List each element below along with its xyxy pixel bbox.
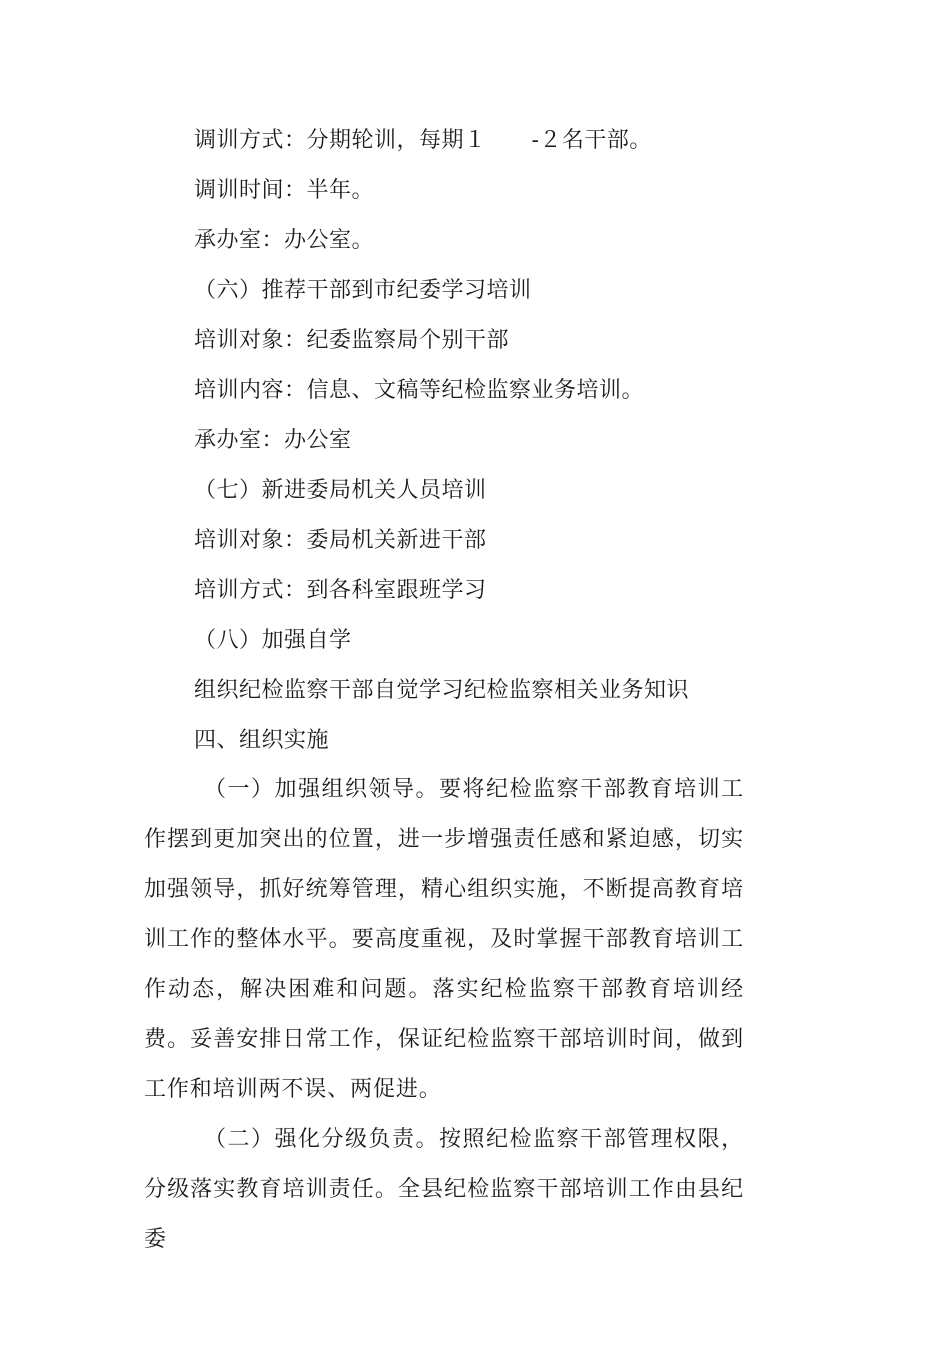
training-method-line-2: 培训方式：到各科室跟班学习: [194, 578, 487, 603]
paragraph-organizational-leadership: （一）加强组织领导。要将纪检监察干部教育培训工作摆到更加突出的位置，进一步增强责任感和紧迫感，切实加强领导，抓好统筹管理，精心组织实施，不断提高教育培训工作的整体水平。要高度重视，及时掌握干部教育培训工作动态，解决困难和问题。落实纪检监察干部教育培训经费。妥善安排日常工作，保证纪检监察干部培训时间，做到工作和培训两不误、两促进。: [144, 777, 744, 1102]
chapter-heading-4: 四、组织实施: [194, 728, 330, 753]
section-heading-6: （六）推荐干部到市纪委学习培训: [194, 278, 532, 303]
organizer-line-2: 承办室：办公室: [194, 428, 352, 453]
paragraph-graded-responsibility: （二）强化分级负责。按照纪检监察干部管理权限，分级落实教育培训责任。全县纪检监察干部培训工作由县纪委: [144, 1127, 744, 1252]
training-time-line: 调训时间：半年。: [194, 178, 375, 203]
organizer-line: 承办室：办公室。: [194, 228, 375, 253]
training-target-line-2: 培训对象：委局机关新进干部: [194, 528, 487, 553]
training-content-line: 培训内容：信息、文稿等纪检监察业务培训。: [194, 378, 645, 403]
section-heading-8: （八）加强自学: [194, 628, 352, 653]
training-target-line: 培训对象：纪委监察局个别干部: [194, 328, 510, 353]
section-heading-7: （七）新进委局机关人员培训: [194, 478, 487, 503]
training-method-line: 调训方式：分期轮训，每期１ -２名干部。: [194, 128, 652, 153]
self-study-line: 组织纪检监察干部自觉学习纪检监察相关业务知识: [194, 678, 690, 703]
